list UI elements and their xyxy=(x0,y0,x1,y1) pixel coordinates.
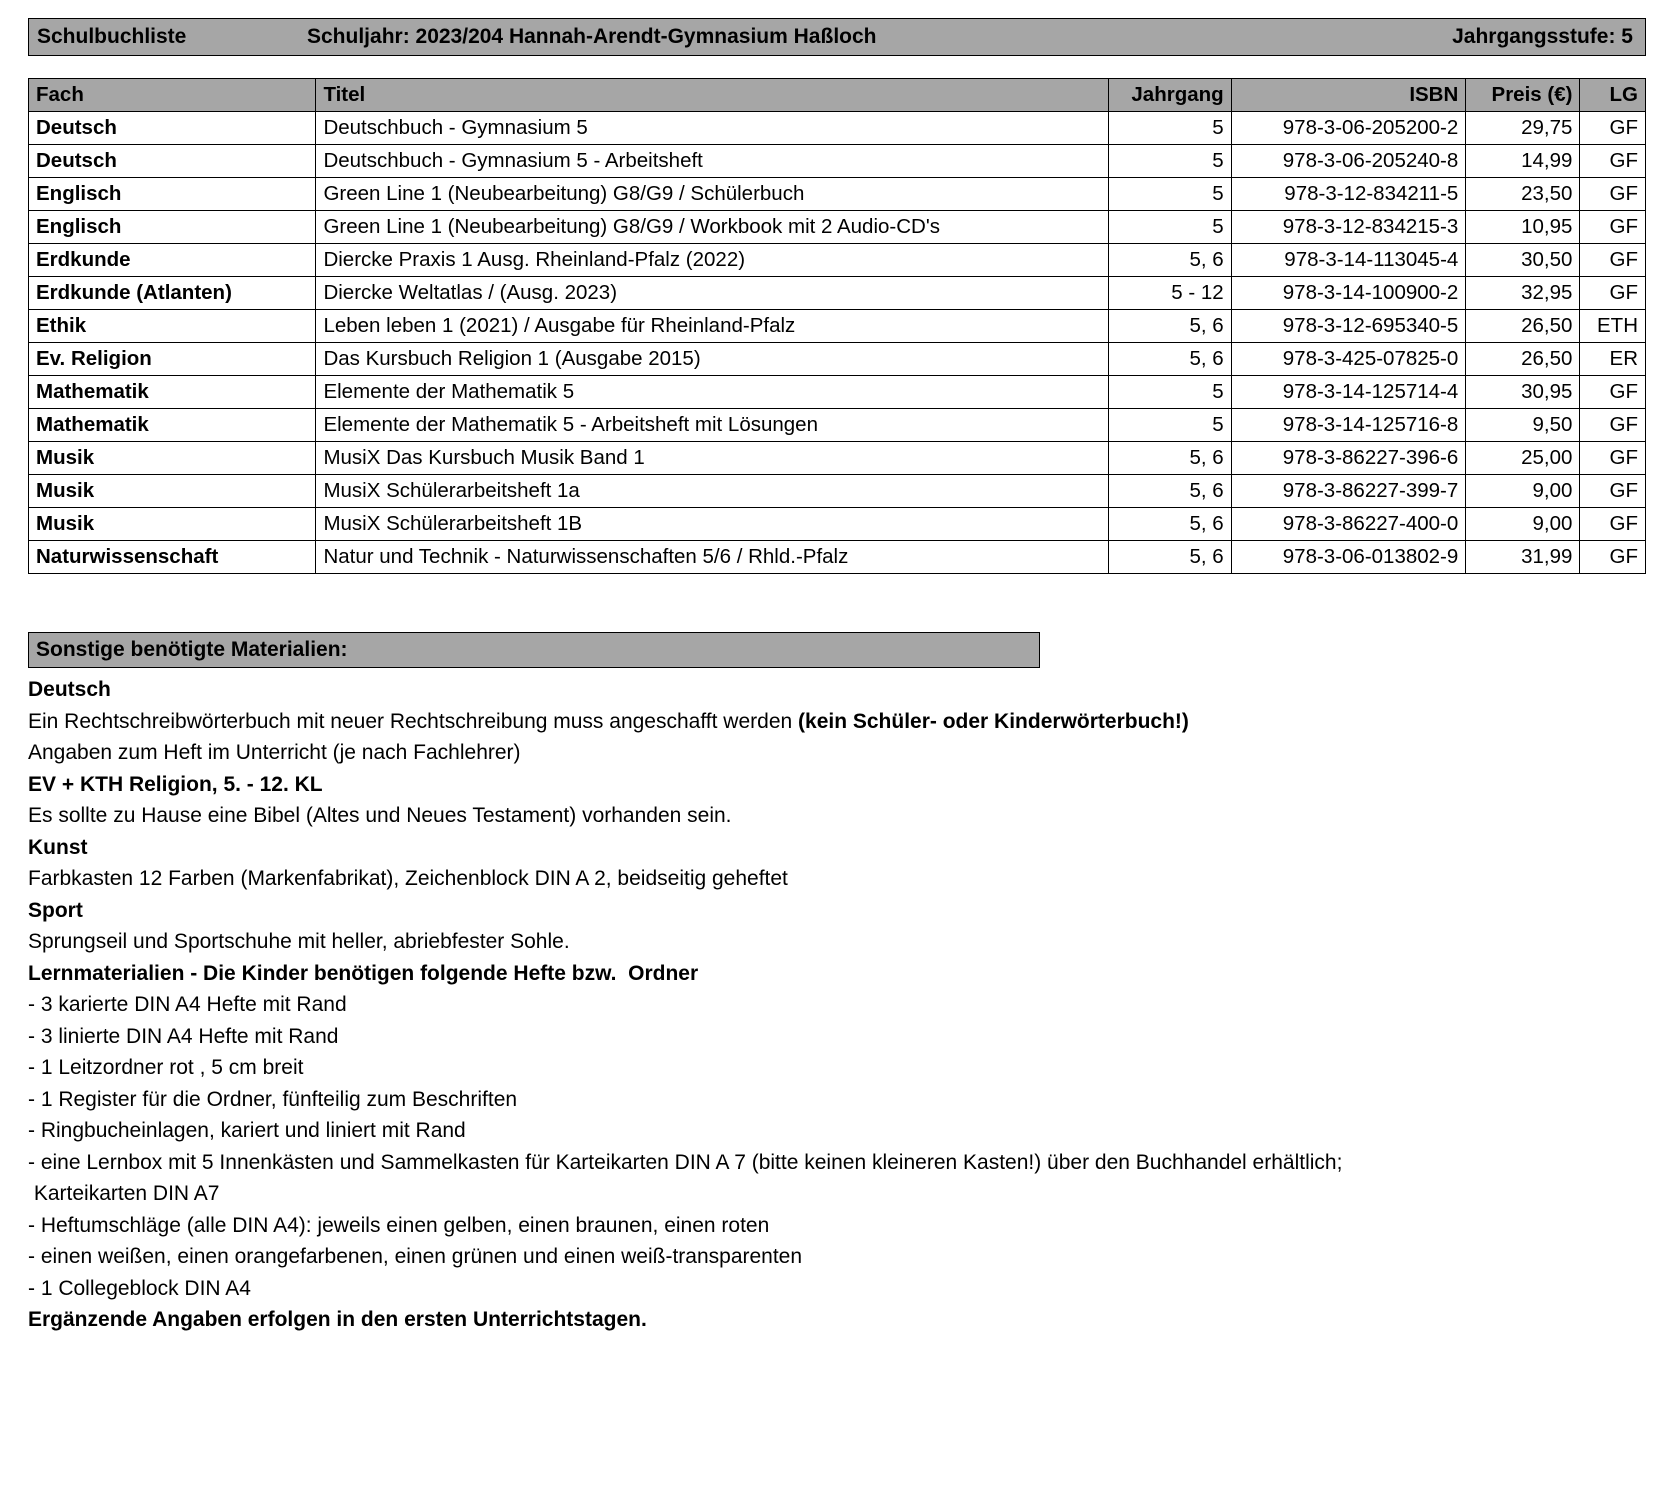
cell-preis: 30,50 xyxy=(1466,244,1580,277)
cell-jahrgang: 5 xyxy=(1109,112,1232,145)
column-header-preis: Preis (€) xyxy=(1466,79,1580,112)
materials-line: - 1 Collegeblock DIN A4 xyxy=(28,1276,251,1300)
cell-jahrgang: 5 - 12 xyxy=(1109,277,1232,310)
cell-fach: Erdkunde xyxy=(29,244,316,277)
cell-jahrgang: 5, 6 xyxy=(1109,475,1232,508)
grade-level: Jahrgangsstufe: 5 xyxy=(1452,25,1633,48)
cell-jahrgang: 5, 6 xyxy=(1109,541,1232,574)
materials-line: Karteikarten DIN A7 xyxy=(28,1182,220,1205)
cell-preis: 23,50 xyxy=(1466,178,1580,211)
cell-titel: Diercke Weltatlas / (Ausg. 2023) xyxy=(316,277,1109,310)
cell-fach: Musik xyxy=(29,475,316,508)
table-row xyxy=(29,112,1646,145)
cell-jahrgang: 5 xyxy=(1109,376,1232,409)
cell-preis: 26,50 xyxy=(1466,343,1580,376)
materials-line: Deutsch xyxy=(28,678,111,701)
cell-fach: Ethik xyxy=(29,310,316,343)
cell-titel: Deutschbuch - Gymnasium 5 - Arbeitsheft xyxy=(316,145,1109,178)
materials-line: - 1 Register für die Ordner, fünfteilig zum Beschriften xyxy=(28,1087,518,1111)
cell-isbn: 978-3-86227-399-7 xyxy=(1231,475,1466,508)
cell-fach: Deutsch xyxy=(29,145,316,178)
cell-isbn: 978-3-06-205240-8 xyxy=(1231,145,1466,178)
materials-line: - 3 karierte DIN A4 Hefte mit Rand xyxy=(28,993,347,1016)
cell-titel: Diercke Praxis 1 Ausg. Rheinland-Pfalz (2022) xyxy=(316,244,1109,277)
table-row xyxy=(29,310,1646,343)
materials-line: - 3 linierte DIN A4 Hefte mit Rand xyxy=(28,1024,339,1048)
cell-preis: 9,00 xyxy=(1466,508,1580,541)
cell-titel: Deutschbuch - Gymnasium 5 xyxy=(316,112,1109,145)
cell-lg: GF xyxy=(1580,145,1646,178)
column-header-jahrgang: Jahrgang xyxy=(1109,79,1232,112)
materials-line: EV + KTH Religion, 5. - 12. KL xyxy=(28,772,323,796)
booklist-table xyxy=(28,78,1646,574)
materials-line: Farbkasten 12 Farben (Markenfabrikat), Zeichenblock DIN A 2, beidseitig geheftet xyxy=(28,867,788,890)
materials-line: - Heftumschläge (alle DIN A4): jeweils einen gelben, einen braunen, einen roten xyxy=(28,1213,770,1237)
cell-isbn: 978-3-14-100900-2 xyxy=(1231,277,1466,310)
cell-isbn: 978-3-14-125714-4 xyxy=(1231,376,1466,409)
cell-titel: Natur und Technik - Naturwissenschaften 5/6 / Rhld.-Pfalz xyxy=(316,541,1109,574)
cell-lg: GF xyxy=(1580,244,1646,277)
cell-jahrgang: 5, 6 xyxy=(1109,343,1232,376)
cell-fach: Englisch xyxy=(29,178,316,211)
cell-fach: Ev. Religion xyxy=(29,343,316,376)
materials-line: - 1 Leitzordner rot , 5 cm breit xyxy=(28,1056,304,1079)
materials-line: - Ringbucheinlagen, kariert und liniert mit Rand xyxy=(28,1119,466,1142)
cell-fach: Mathematik xyxy=(29,409,316,442)
cell-preis: 32,95 xyxy=(1466,277,1580,310)
cell-titel: Leben leben 1 (2021) / Ausgabe für Rheinland-Pfalz xyxy=(316,310,1109,343)
cell-titel: MusiX Das Kursbuch Musik Band 1 xyxy=(316,442,1109,475)
cell-titel: MusiX Schülerarbeitsheft 1B xyxy=(316,508,1109,541)
cell-preis: 26,50 xyxy=(1466,310,1580,343)
materials-line: - einen weißen, einen orangefarbenen, einen grünen und einen weiß-transparenten xyxy=(28,1245,803,1268)
materials-line-emphasis: (kein Schüler- oder Kinderwörterbuch!) xyxy=(798,709,1189,733)
cell-isbn: 978-3-86227-396-6 xyxy=(1231,442,1466,475)
cell-lg: GF xyxy=(1580,376,1646,409)
document-header xyxy=(28,18,1646,56)
cell-jahrgang: 5 xyxy=(1109,145,1232,178)
table-row xyxy=(29,277,1646,310)
cell-isbn: 978-3-425-07825-0 xyxy=(1231,343,1466,376)
cell-lg: GF xyxy=(1580,178,1646,211)
cell-jahrgang: 5 xyxy=(1109,211,1232,244)
cell-preis: 14,99 xyxy=(1466,145,1580,178)
table-header-row xyxy=(29,79,1646,112)
cell-titel: Elemente der Mathematik 5 - Arbeitsheft mit Lösungen xyxy=(316,409,1109,442)
cell-fach: Naturwissenschaft xyxy=(29,541,316,574)
table-row xyxy=(29,145,1646,178)
cell-lg: GF xyxy=(1580,508,1646,541)
table-row xyxy=(29,541,1646,574)
table-row xyxy=(29,343,1646,376)
materials-line: Lernmaterialien - Die Kinder benötigen folgende Hefte bzw. Ordner xyxy=(28,961,699,985)
cell-isbn: 978-3-12-834211-5 xyxy=(1231,178,1466,211)
cell-isbn: 978-3-06-205200-2 xyxy=(1231,112,1466,145)
cell-lg: GF xyxy=(1580,475,1646,508)
cell-preis: 30,95 xyxy=(1466,376,1580,409)
cell-lg: GF xyxy=(1580,409,1646,442)
table-row xyxy=(29,409,1646,442)
cell-lg: GF xyxy=(1580,277,1646,310)
cell-isbn: 978-3-12-834215-3 xyxy=(1231,211,1466,244)
cell-isbn: 978-3-06-013802-9 xyxy=(1231,541,1466,574)
cell-isbn: 978-3-86227-400-0 xyxy=(1231,508,1466,541)
cell-lg: GF xyxy=(1580,541,1646,574)
table-row xyxy=(29,178,1646,211)
materials-line: Ein Rechtschreibwörterbuch mit neuer Rechtschreibung muss angeschafft werden (kein Schüler- oder Kinderwörterbuch!) xyxy=(28,709,1189,733)
cell-isbn: 978-3-12-695340-5 xyxy=(1231,310,1466,343)
table-row xyxy=(29,508,1646,541)
cell-preis: 31,99 xyxy=(1466,541,1580,574)
table-row xyxy=(29,442,1646,475)
materials-line: Ergänzende Angaben erfolgen in den ersten Unterrichtstagen. xyxy=(28,1308,647,1331)
cell-jahrgang: 5, 6 xyxy=(1109,310,1232,343)
cell-preis: 9,00 xyxy=(1466,475,1580,508)
materials-line: Kunst xyxy=(28,835,88,859)
cell-isbn: 978-3-14-113045-4 xyxy=(1231,244,1466,277)
cell-titel: Das Kursbuch Religion 1 (Ausgabe 2015) xyxy=(316,343,1109,376)
cell-isbn: 978-3-14-125716-8 xyxy=(1231,409,1466,442)
materials-list xyxy=(28,674,1646,1336)
cell-fach: Englisch xyxy=(29,211,316,244)
cell-fach: Musik xyxy=(29,508,316,541)
cell-preis: 10,95 xyxy=(1466,211,1580,244)
cell-titel: Elemente der Mathematik 5 xyxy=(316,376,1109,409)
cell-fach: Deutsch xyxy=(29,112,316,145)
cell-jahrgang: 5 xyxy=(1109,409,1232,442)
school-year-and-school: Schuljahr: 2023/204 Hannah-Arendt-Gymnasium Haßloch xyxy=(307,25,877,48)
cell-preis: 9,50 xyxy=(1466,409,1580,442)
cell-fach: Mathematik xyxy=(29,376,316,409)
materials-line: Sprungseil und Sportschuhe mit heller, abriebfester Sohle. xyxy=(28,930,570,953)
cell-lg: GF xyxy=(1580,211,1646,244)
column-header-lg: LG xyxy=(1580,79,1646,112)
column-header-titel: Titel xyxy=(316,79,1109,112)
cell-fach: Erdkunde (Atlanten) xyxy=(29,277,316,310)
materials-line: - eine Lernbox mit 5 Innenkästen und Sammelkasten für Karteikarten DIN A 7 (bitte keinen kleineren Kasten!) über den Buchhandel erhältlich; xyxy=(28,1150,1343,1174)
cell-jahrgang: 5, 6 xyxy=(1109,508,1232,541)
cell-lg: ETH xyxy=(1580,310,1646,343)
table-row xyxy=(29,376,1646,409)
materials-line: Angaben zum Heft im Unterricht (je nach Fachlehrer) xyxy=(28,741,521,764)
document-title: Schulbuchliste xyxy=(37,25,187,48)
cell-titel: MusiX Schülerarbeitsheft 1a xyxy=(316,475,1109,508)
materials-heading: Sonstige benötigte Materialien: xyxy=(28,632,1040,668)
table-row xyxy=(29,475,1646,508)
table-row xyxy=(29,211,1646,244)
table-row xyxy=(29,244,1646,277)
column-header-isbn: ISBN xyxy=(1231,79,1466,112)
column-header-fach: Fach xyxy=(29,79,316,112)
cell-preis: 29,75 xyxy=(1466,112,1580,145)
cell-jahrgang: 5 xyxy=(1109,178,1232,211)
cell-titel: Green Line 1 (Neubearbeitung) G8/G9 / Schülerbuch xyxy=(316,178,1109,211)
cell-lg: ER xyxy=(1580,343,1646,376)
cell-titel: Green Line 1 (Neubearbeitung) G8/G9 / Workbook mit 2 Audio-CD's xyxy=(316,211,1109,244)
cell-preis: 25,00 xyxy=(1466,442,1580,475)
cell-fach: Musik xyxy=(29,442,316,475)
booklist-body xyxy=(29,112,1646,574)
cell-jahrgang: 5, 6 xyxy=(1109,244,1232,277)
materials-line: Es sollte zu Hause eine Bibel (Altes und Neues Testament) vorhanden sein. xyxy=(28,804,732,827)
cell-lg: GF xyxy=(1580,112,1646,145)
materials-line: Sport xyxy=(28,898,83,922)
cell-jahrgang: 5, 6 xyxy=(1109,442,1232,475)
cell-lg: GF xyxy=(1580,442,1646,475)
